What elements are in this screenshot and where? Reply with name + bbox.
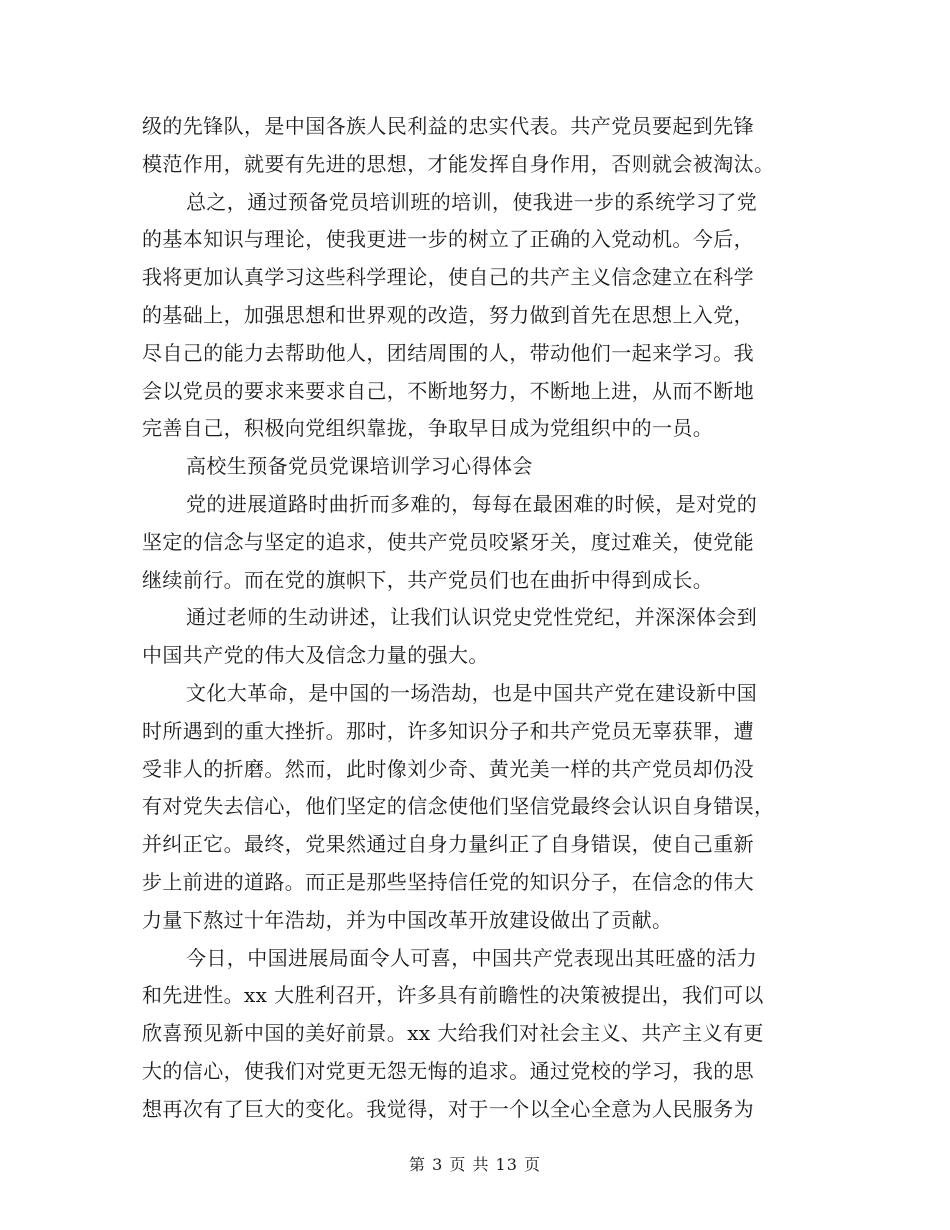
text-line: 今日，中国进展局面令人可喜，中国共产党表现出其旺盛的活力 xyxy=(186,945,758,970)
text-line: 文化大革命，是中国的一场浩劫，也是中国共产党在建设新中国 xyxy=(186,680,758,705)
text-line: 和先进性。xx 大胜利召开，许多具有前瞻性的决策被提出，我们可以 xyxy=(142,983,764,1008)
text-line: 我将更加认真学习这些科学理论，使自己的共产主义信念建立在科学 xyxy=(142,265,754,290)
document-body xyxy=(142,108,802,1129)
text-line: 步上前进的道路。而正是那些坚持信任党的知识分子，在信念的伟大 xyxy=(142,869,754,894)
text-line: 的基础上，加强思想和世界观的改造，努力做到首先在思想上入党， xyxy=(142,302,754,327)
text-line: 模范作用，就要有先进的思想，才能发挥自身作用，否则就会被淘汰。 xyxy=(142,151,775,176)
text-line: 坚定的信念与坚定的追求，使共产党员咬紧牙关，度过难关，使党能 xyxy=(142,529,754,554)
text-line: 大的信心，使我们对党更无怨无悔的追求。通过党校的学习，我的思 xyxy=(142,1058,754,1083)
text-line: 级的先锋队，是中国各族人民利益的忠实代表。共产党员要起到先锋 xyxy=(142,114,754,138)
text-line: 欣喜预见新中国的美好前景。xx 大给我们对社会主义、共产主义有更 xyxy=(142,1021,764,1046)
text-line: 继续前行。而在党的旗帜下，共产党员们也在曲折中得到成长。 xyxy=(142,567,714,592)
text-line: 中国共产党的伟大及信念力量的强大。 xyxy=(142,643,489,668)
text-line: 受非人的折磨。然而，此时像刘少奇、黄光美一样的共产党员却仍没 xyxy=(142,756,754,781)
page-footer: 第 3 页 共 13 页 xyxy=(409,1155,541,1174)
text-line: 总之，通过预备党员培训班的培训，使我进一步的系统学习了党 xyxy=(186,189,758,214)
text-line: 尽自己的能力去帮助他人，团结周围的人，带动他们一起来学习。我 xyxy=(142,340,754,365)
text-line: 的基本知识与理论，使我更进一步的树立了正确的入党动机。今后， xyxy=(142,227,754,252)
text-line: 时所遇到的重大挫折。那时，许多知识分子和共产党员无辜获罪，遭 xyxy=(142,718,754,743)
text-line: 想再次有了巨大的变化。我觉得，对于一个以全心全意为人民服务为 xyxy=(142,1096,754,1121)
text-line: 有对党失去信心，他们坚定的信念使他们坚信党最终会认识自身错误， xyxy=(142,794,775,819)
text-line: 党的进展道路时曲折而多难的，每每在最困难的时候，是对党的 xyxy=(186,491,758,516)
text-line: 完善自己，积极向党组织靠拢，争取早日成为党组织中的一员。 xyxy=(142,416,714,441)
text-line: 力量下熬过十年浩劫，并为中国改革开放建设做出了贡献。 xyxy=(142,907,673,932)
text-line: 并纠正它。最终，党果然通过自身力量纠正了自身错误，使自己重新 xyxy=(142,832,754,857)
text-line: 会以党员的要求来要求自己，不断地努力，不断地上进，从而不断地 xyxy=(142,378,754,403)
text-line: 高校生预备党员党课培训学习心得体会 xyxy=(186,454,533,479)
text-line: 通过老师的生动讲述，让我们认识党史党性党纪，并深深体会到 xyxy=(186,605,758,630)
